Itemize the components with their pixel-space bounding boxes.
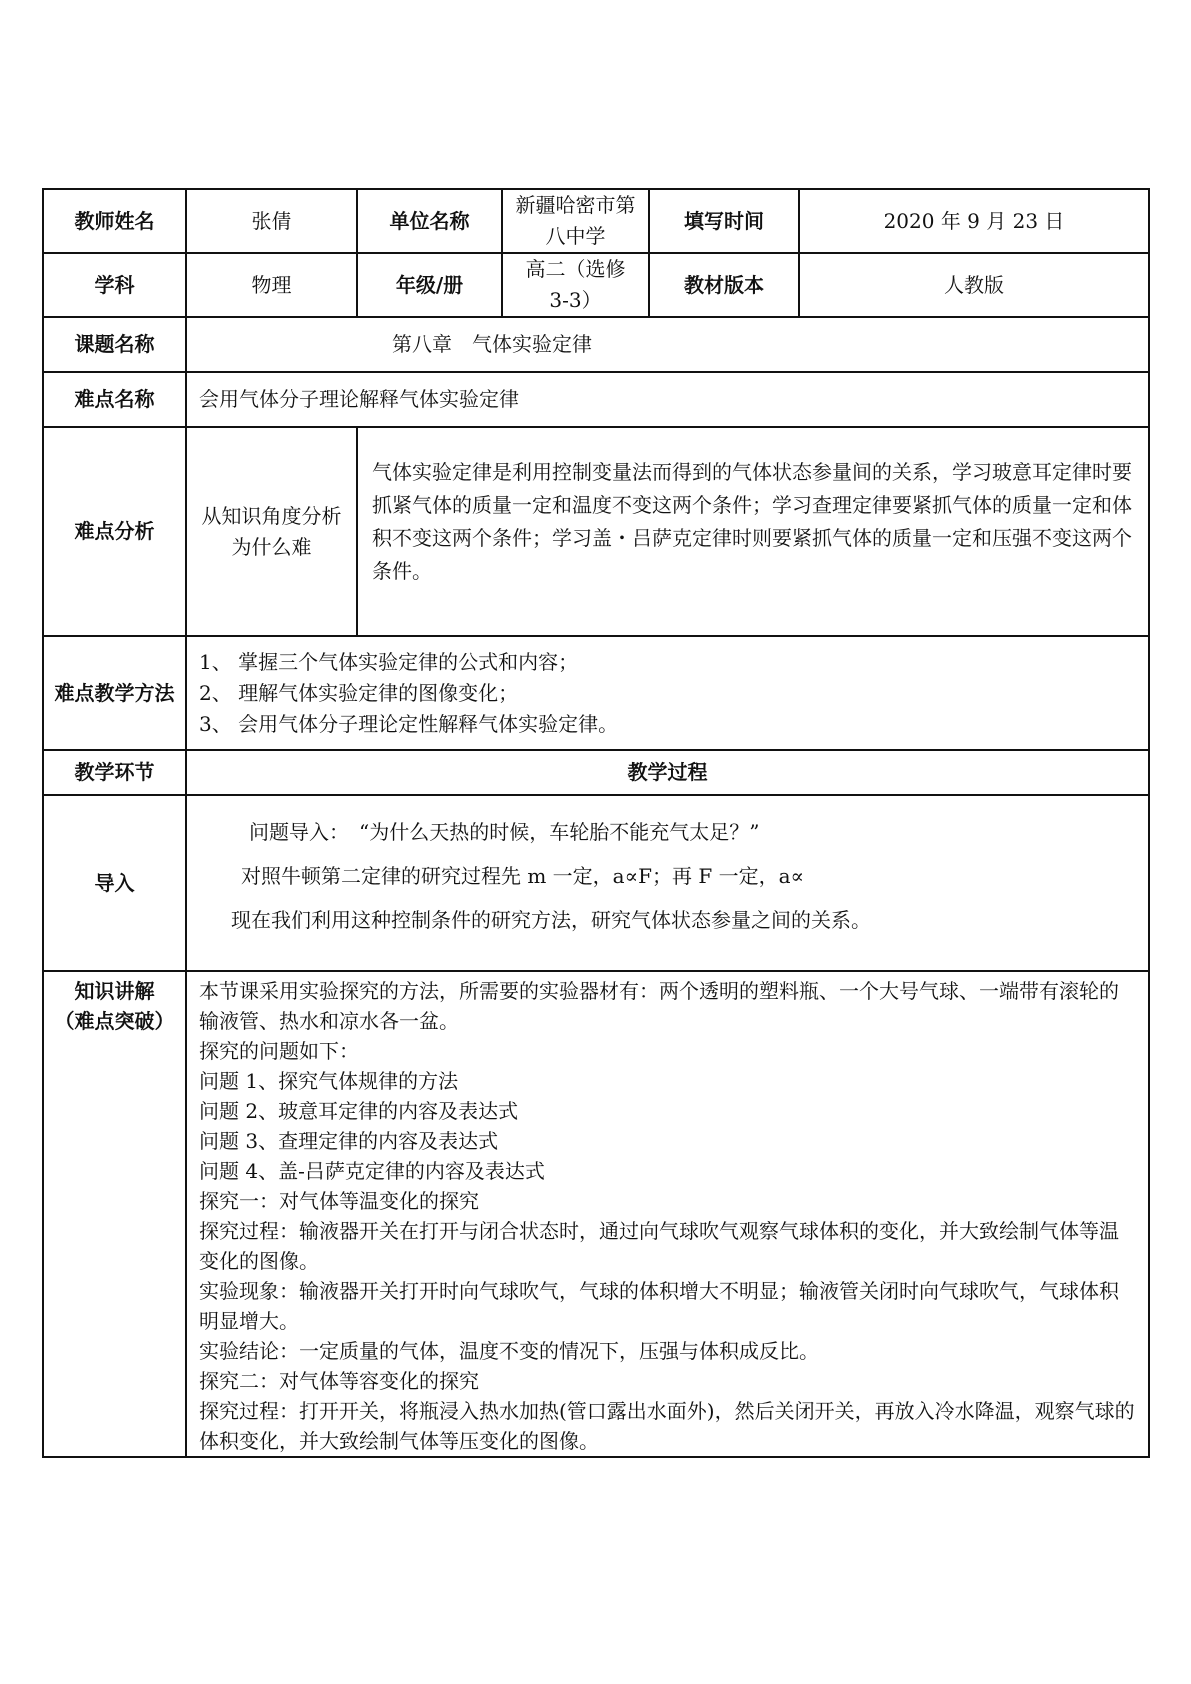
topic-label: 课题名称 (43, 317, 186, 372)
difficulty-value: 会用气体分子理论解释气体实验定律 (186, 372, 1149, 427)
knowledge-paragraph: 本节课采用实验探究的方法，所需要的实验器材有：两个透明的塑料瓶、一个大号气球、一端带有滚轮的输液管、热水和凉水各一盆。 (199, 979, 1119, 1033)
grade-label: 年级/册 (357, 253, 502, 317)
knowledge-label-line1: 知识讲解 (74, 979, 155, 1003)
analysis-text: 气体实验定律是利用控制变量法而得到的气体状态参量间的关系，学习玻意耳定律时要抓紧气体的质量一定和温度不变这两个条件；学习查理定律要紧抓气体的质量一定和体积不变这两个条件；学习盖・吕萨克定律时则要紧抓气体的质量一定和压强不变这两个条件。 (357, 427, 1149, 636)
analysis-label: 难点分析 (43, 427, 186, 636)
analysis-sub-label: 从知识角度分析为什么难 (186, 427, 357, 636)
date-value: 2020 年 9 月 23 日 (799, 189, 1149, 253)
knowledge-paragraph: 实验现象：输液器开关打开时向气球吹气，气球的体积增大不明显；输液管关闭时向气球吹气，气球体积明显增大。 (199, 1279, 1119, 1333)
methods-label: 难点教学方法 (43, 636, 186, 750)
subject-label: 学科 (43, 253, 186, 317)
process-step-label: 教学环节 (43, 750, 186, 795)
teacher-value: 张倩 (186, 189, 357, 253)
knowledge-paragraph: 探究二：对气体等容变化的探究 (199, 1369, 479, 1393)
info-row-1 (43, 189, 1149, 253)
process-label: 教学过程 (186, 750, 1149, 795)
methods-row (43, 636, 1149, 750)
intro-row (43, 795, 1149, 971)
knowledge-label-line2: （难点突破） (54, 1009, 175, 1033)
intro-question: 问题导入： “为什么天热的时候，车轮胎不能充气太足？” (249, 820, 760, 844)
method-item: 1、 掌握三个气体实验定律的公式和内容； (199, 649, 579, 674)
method-item: 3、 会用气体分子理论定性解释气体实验定律。 (199, 711, 619, 736)
knowledge-row (43, 971, 1149, 1457)
knowledge-content (186, 971, 1149, 1457)
intro-newton: 对照牛顿第二定律的研究过程先 m 一定，a∝F；再 F 一定，a∝ (241, 864, 805, 888)
difficulty-row (43, 372, 1149, 427)
intro-content (186, 795, 1149, 971)
knowledge-paragraph: 实验结论：一定质量的气体，温度不变的情况下，压强与体积成反比。 (199, 1339, 819, 1363)
date-label: 填写时间 (649, 189, 799, 253)
topic-row (43, 317, 1149, 372)
unit-label: 单位名称 (357, 189, 502, 253)
difficulty-label: 难点名称 (43, 372, 186, 427)
analysis-row (43, 427, 1149, 636)
topic-value: 第八章 气体实验定律 (186, 317, 1149, 372)
knowledge-paragraph: 问题 3、查理定律的内容及表达式 (199, 1129, 499, 1153)
unit-value: 新疆哈密市第八中学 (502, 189, 649, 253)
knowledge-paragraph: 探究过程：打开开关，将瓶浸入热水加热(管口露出水面外)，然后关闭开关，再放入冷水降温，观察气球的体积变化，并大致绘制气体等压变化的图像。 (199, 1399, 1135, 1453)
lesson-plan-table (42, 188, 1150, 1458)
process-header-row (43, 750, 1149, 795)
info-row-2 (43, 253, 1149, 317)
intro-label: 导入 (43, 795, 186, 971)
knowledge-paragraph: 探究的问题如下： (199, 1039, 359, 1063)
knowledge-paragraph: 探究过程：输液器开关在打开与闭合状态时，通过向气球吹气观察气球体积的变化，并大致绘制气体等温变化的图像。 (199, 1219, 1119, 1273)
knowledge-label (43, 971, 186, 1457)
intro-method: 现在我们利用这种控制条件的研究方法，研究气体状态参量之间的关系。 (231, 908, 871, 932)
grade-value: 高二（选修 3-3） (502, 253, 649, 317)
knowledge-paragraph: 问题 2、玻意耳定律的内容及表达式 (199, 1099, 519, 1123)
methods-list (186, 636, 1149, 750)
teacher-label: 教师姓名 (43, 189, 186, 253)
edition-label: 教材版本 (649, 253, 799, 317)
edition-value: 人教版 (799, 253, 1149, 317)
knowledge-paragraph: 问题 4、盖-吕萨克定律的内容及表达式 (199, 1159, 545, 1183)
subject-value: 物理 (186, 253, 357, 317)
method-item: 2、 理解气体实验定律的图像变化； (199, 680, 519, 705)
knowledge-paragraph: 探究一：对气体等温变化的探究 (199, 1189, 479, 1213)
knowledge-paragraph: 问题 1、探究气体规律的方法 (199, 1069, 459, 1093)
